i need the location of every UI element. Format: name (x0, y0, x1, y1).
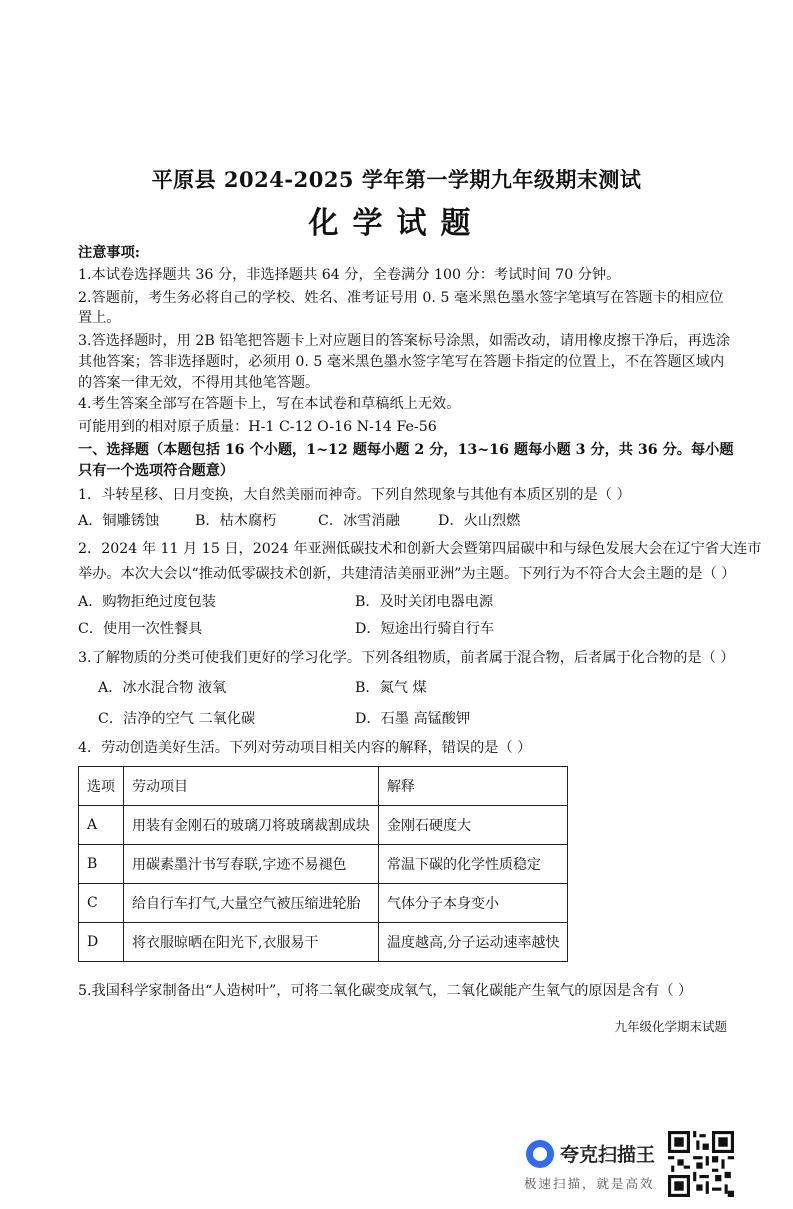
notice-line-3c: 的答案一律无效，不得用其他笔答题。 (78, 375, 320, 391)
exam-title: 平原县 2024-2025 学年第一学期九年级期末测试 (151, 167, 642, 192)
table-cell: 用装有金刚石的玻璃刀将玻璃裁割成块 (124, 806, 379, 845)
exam-subject-title: 化学试题 (308, 206, 485, 241)
scanner-watermark (522, 1136, 664, 1196)
q3-option-d: D．石墨 高锰酸钾 (355, 711, 471, 727)
scanner-logo-icon (526, 1140, 554, 1168)
q2-stem-1: 2．2024 年 11 月 15 日，2024 年亚洲低碳技术和创新大会暨第四届碳中和与绿色发展大会在辽宁省大连市 (78, 541, 762, 557)
table-header-cell: 劳动项目 (124, 767, 379, 806)
q2-option-b: B．及时关闭电器电源 (355, 594, 494, 610)
notice-line-2: 2.答题前，考生务必将自己的学校、姓名、准考证号用 0. 5 毫米黑色墨水签字笔填写在答题卡的相应位 (78, 290, 724, 306)
table-cell: C (79, 884, 124, 923)
section-heading-cont: 只有一个选项符合题意） (78, 463, 235, 479)
atomic-mass-line: 可能用到的相对原子质量：H-1 C-12 O-16 N-14 Fe-56 (78, 419, 437, 435)
section-heading: 一、选择题（本题包括 16 个小题，1~12 题每小题 2 分，13~16 题每小题 3 分，共 36 分。每小题 (78, 442, 734, 458)
q3-option-c: C．洁净的空气 二氧化碳 (98, 711, 256, 727)
q2-option-c: C．使用一次性餐具 (78, 621, 203, 637)
table-cell: 气体分子本身变小 (379, 884, 568, 923)
table-header-cell: 选项 (79, 767, 124, 806)
table-cell: D (79, 923, 124, 962)
q3-option-a: A．冰水混合物 液氧 (98, 680, 227, 696)
q1-option-d: D．火山烈燃 (438, 513, 521, 529)
table-cell: 温度越高,分子运动速率越快 (379, 923, 568, 962)
q1-option-a: A．铜雕锈蚀 (78, 513, 160, 529)
table-row (79, 923, 568, 962)
q1-stem: 1．斗转星移、日月变换，大自然美丽而神奇。下列自然现象与其他有本质区别的是（ ） (78, 487, 631, 503)
q4-stem: 4．劳动创造美好生活。下列对劳动项目相关内容的解释，错误的是（ ） (78, 740, 532, 756)
q3-option-b: B．氮气 煤 (355, 680, 427, 696)
table-header-cell: 解释 (379, 767, 568, 806)
notice-line-3b: 其他答案；答非选择题时，必须用 0. 5 毫米黑色墨水签字笔写在答题卡指定的位置上，不在答题区域内 (78, 354, 725, 370)
q1-option-c: C．冰雪消融 (318, 513, 400, 529)
notice-line-4: 4.考生答案全部写在答题卡上，写在本试卷和草稿纸上无效。 (78, 396, 461, 412)
q1-option-b: B．枯木腐朽 (195, 513, 277, 529)
q2-stem-2: 举办。本次大会以“推动低零碳技术创新，共建清洁美丽亚洲”为主题。下列行为不符合大会主题的是（ ） (78, 566, 736, 582)
table-cell: 用碳素墨汁书写春联,字迹不易褪色 (124, 845, 379, 884)
notice-heading: 注意事项: (78, 245, 140, 261)
page-footer-label: 九年级化学期末试题 (614, 1019, 727, 1034)
table-cell: 将衣服晾晒在阳光下,衣服易干 (124, 923, 379, 962)
table-cell: 常温下碳的化学性质稳定 (379, 845, 568, 884)
qr-code-icon (668, 1131, 734, 1197)
notice-line-3: 3.答选择题时，用 2B 铅笔把答题卡上对应题目的答案标号涂黑，如需改动，请用橡皮擦干净后，再选涂 (78, 333, 731, 349)
table-header-row (79, 767, 568, 806)
table-cell: 给自行车打气,大量空气被压缩进轮胎 (124, 884, 379, 923)
table-cell: A (79, 806, 124, 845)
scanner-brand-name: 夸克扫描王 (560, 1144, 656, 1166)
q5-stem: 5.我国科学家制备出“人造树叶”，可将二氧化碳变成氧气，二氧化碳能产生氧气的原因是含有（ ） (78, 983, 693, 999)
table-cell: 金刚石硬度大 (379, 806, 568, 845)
table-row (79, 845, 568, 884)
q3-stem: 3.了解物质的分类可使我们更好的学习化学。下列各组物质，前者属于混合物，后者属于化合物的是（ ） (78, 650, 735, 666)
table-cell: B (79, 845, 124, 884)
table-row (79, 884, 568, 923)
notice-line-2b: 置上。 (78, 310, 121, 326)
scanner-slogan: 极速扫描，就是高效 (524, 1176, 655, 1191)
q4-table (78, 766, 568, 962)
table-row (79, 806, 568, 845)
notice-line-1: 1.本试卷选择题共 36 分，非选择题共 64 分，全卷满分 100 分：考试时间 70 分钟。 (78, 267, 621, 283)
q2-option-a: A．购物拒绝过度包装 (78, 594, 216, 610)
q2-option-d: D．短途出行骑自行车 (355, 621, 495, 637)
